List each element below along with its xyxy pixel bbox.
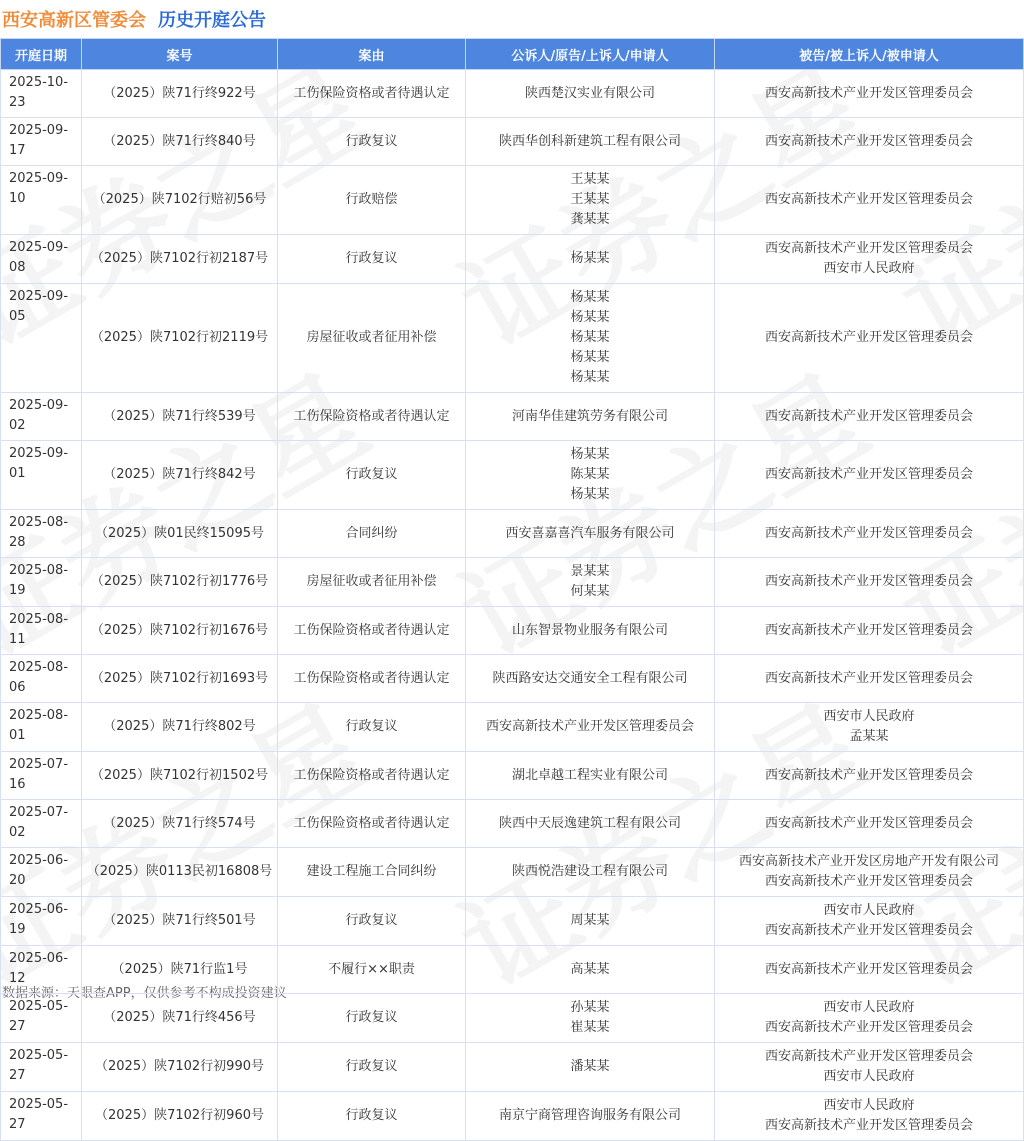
cell-cause: 行政复议 [278,235,466,284]
cell-defendants [715,752,1024,800]
page-title-subtitle: 历史开庭公告 [158,10,266,31]
cell-cause: 工伤保险资格或者待遇认定 [278,655,466,703]
cell-case-no: （2025）陕7102行赔初56号 [82,166,278,235]
cell-case-no: （2025）陕71行终574号 [82,800,278,848]
cell-date: 2025-06-19 [1,897,82,946]
cell-defendants [715,994,1024,1043]
plaintiff-name: 龚某某 [570,212,610,227]
defendant-name: 西安高新技术产业开发区管理委员会 [764,1049,973,1064]
cell-cause: 合同纠纷 [278,510,466,558]
cell-cause: 工伤保险资格或者待遇认定 [278,70,466,118]
cell-cause: 不履行××职责 [278,946,466,994]
table-row [1,510,1024,558]
cell-plaintiffs [466,558,715,607]
cell-date: 2025-09-05 [1,284,82,393]
table-row [1,800,1024,848]
column-header-case-no: 案号 [82,39,278,70]
table-body [1,70,1024,1141]
cell-cause: 工伤保险资格或者待遇认定 [278,752,466,800]
cell-case-no: （2025）陕71行终456号 [82,994,278,1043]
plaintiff-name: 杨某某 [570,330,610,345]
plaintiff-name: 湖北卓越工程实业有限公司 [511,767,668,783]
column-header-defendant: 被告/被上诉人/被申请人 [715,39,1024,70]
plaintiff-name: 杨某某 [570,447,610,462]
cell-defendants [715,441,1024,510]
plaintiff-name: 陈某某 [570,467,610,482]
cell-case-no: （2025）陕7102行初1502号 [82,752,278,800]
plaintiff-name: 陕西悦浩建设工程有限公司 [511,864,668,879]
cell-cause: 建设工程施工合同纠纷 [278,848,466,897]
table-row [1,284,1024,393]
defendant-name: 西安高新技术产业开发区管理委员会 [764,408,973,424]
table-row [1,118,1024,166]
cell-date: 2025-07-02 [1,800,82,848]
defendant-name: 西安市人民政府 [823,1069,915,1084]
cell-defendants [715,558,1024,607]
cell-date: 2025-08-01 [1,703,82,752]
table-row [1,558,1024,607]
table-row [1,441,1024,510]
cell-plaintiffs [466,655,715,703]
plaintiff-name: 西安高新技术产业开发区管理委员会 [485,719,694,734]
defendant-name: 西安市人民政府 [823,1098,915,1113]
cell-date: 2025-09-01 [1,441,82,510]
cell-plaintiffs [466,70,715,118]
cell-plaintiffs [466,1092,715,1141]
cell-cause: 工伤保险资格或者待遇认定 [278,393,466,441]
cell-cause: 房屋征收或者征用补偿 [278,558,466,607]
cell-defendants [715,800,1024,848]
plaintiff-name: 杨某某 [570,290,610,305]
cell-case-no: （2025）陕7102行初2119号 [82,284,278,393]
cell-date: 2025-08-06 [1,655,82,703]
defendant-name: 西安高新技术产业开发区管理委员会 [764,133,973,149]
defendant-name: 西安高新技术产业开发区管理委员会 [764,622,973,638]
cell-plaintiffs [466,235,715,284]
cell-case-no: （2025）陕71行终501号 [82,897,278,946]
defendant-name: 西安高新技术产业开发区管理委员会 [764,670,973,686]
cell-case-no: （2025）陕7102行初2187号 [82,235,278,284]
cell-plaintiffs [466,607,715,655]
cell-date: 2025-07-16 [1,752,82,800]
cell-defendants [715,897,1024,946]
cell-date: 2025-05-27 [1,994,82,1043]
cell-date: 2025-05-27 [1,1092,82,1141]
cell-plaintiffs [466,1043,715,1092]
plaintiff-name: 陕西中天辰逸建筑工程有限公司 [498,815,681,831]
plaintiff-name: 周某某 [570,913,610,928]
cell-plaintiffs [466,703,715,752]
cell-date: 2025-09-17 [1,118,82,166]
plaintiff-name: 西安喜嘉喜汽车服务有限公司 [505,525,675,541]
defendant-name: 西安高新技术产业开发区管理委员会 [764,525,973,541]
cell-plaintiffs [466,897,715,946]
cell-cause: 工伤保险资格或者待遇认定 [278,607,466,655]
plaintiff-name: 杨某某 [570,350,610,365]
cell-defendants [715,284,1024,393]
cell-date: 2025-08-28 [1,510,82,558]
cell-case-no: （2025）陕71行终842号 [82,441,278,510]
defendant-name: 西安高新技术产业开发区管理委员会 [764,1118,973,1133]
defendant-name: 西安市人民政府 [823,1000,915,1015]
cell-case-no: （2025）陕7102行初1676号 [82,607,278,655]
cell-case-no: （2025）陕7102行初990号 [82,1043,278,1092]
cell-cause: 行政复议 [278,441,466,510]
table-row [1,655,1024,703]
plaintiff-name: 王某某 [570,172,610,187]
cell-case-no: （2025）陕71行终840号 [82,118,278,166]
table-row [1,946,1024,994]
cell-cause: 工伤保险资格或者待遇认定 [278,800,466,848]
cell-cause: 行政赔偿 [278,166,466,235]
page-title-org: 西安高新区管委会 [2,10,146,31]
cell-plaintiffs [466,441,715,510]
table-row [1,393,1024,441]
cell-plaintiffs [466,166,715,235]
data-source-footer: 数据来源：天眼查APP，仅供参考不构成投资建议 [2,986,287,1001]
cell-cause: 行政复议 [278,703,466,752]
plaintiff-name: 南京宁商管理咨询服务有限公司 [498,1108,681,1123]
cell-case-no: （2025）陕71行终922号 [82,70,278,118]
plaintiff-name: 何某某 [570,584,610,599]
defendant-name: 西安高新技术产业开发区管理委员会 [764,1020,973,1035]
defendant-name: 西安高新技术产业开发区管理委员会 [764,874,973,889]
cell-defendants [715,1043,1024,1092]
cell-cause: 房屋征收或者征用补偿 [278,284,466,393]
defendant-name: 西安高新技术产业开发区管理委员会 [764,241,973,256]
cell-cause: 行政复议 [278,1043,466,1092]
cell-date: 2025-06-20 [1,848,82,897]
table-row [1,166,1024,235]
cell-plaintiffs [466,752,715,800]
cell-defendants [715,235,1024,284]
cell-case-no: （2025）陕7102行初960号 [82,1092,278,1141]
table-row [1,703,1024,752]
defendant-name: 西安高新技术产业开发区管理委员会 [764,192,973,207]
plaintiff-name: 潘某某 [570,1059,610,1074]
defendant-name: 孟某某 [849,729,889,744]
hearing-table [0,38,1024,1141]
cell-defendants [715,70,1024,118]
plaintiff-name: 陕西路安达交通安全工程有限公司 [492,670,688,686]
cell-date: 2025-05-27 [1,1043,82,1092]
defendant-name: 西安高新技术产业开发区房地产开发有限公司 [738,854,999,869]
plaintiff-name: 杨某某 [570,251,610,266]
cell-date: 2025-09-08 [1,235,82,284]
plaintiff-name: 崔某某 [570,1020,610,1035]
defendant-name: 西安高新技术产业开发区管理委员会 [764,961,973,977]
defendant-name: 西安市人民政府 [823,903,915,918]
cell-date: 2025-09-02 [1,393,82,441]
plaintiff-name: 陕西华创科新建筑工程有限公司 [498,133,681,149]
cell-case-no: （2025）陕0113民初16808号 [82,848,278,897]
defendant-name: 西安高新技术产业开发区管理委员会 [764,923,973,938]
cell-defendants [715,166,1024,235]
plaintiff-name: 杨某某 [570,487,610,502]
cell-date: 2025-10-23 [1,70,82,118]
cell-date: 2025-06-12 [1,946,82,994]
defendant-name: 西安高新技术产业开发区管理委员会 [764,85,973,101]
column-header-date: 开庭日期 [1,39,82,70]
cell-plaintiffs [466,848,715,897]
cell-defendants [715,607,1024,655]
cell-defendants [715,946,1024,994]
cell-plaintiffs [466,800,715,848]
table-row [1,848,1024,897]
defendant-name: 西安高新技术产业开发区管理委员会 [764,574,973,589]
cell-defendants [715,1092,1024,1141]
cell-date: 2025-09-10 [1,166,82,235]
cell-cause: 行政复议 [278,994,466,1043]
cell-plaintiffs [466,393,715,441]
page-header [0,0,1024,38]
cell-defendants [715,848,1024,897]
plaintiff-name: 陕西楚汉实业有限公司 [524,85,655,101]
plaintiff-name: 高某某 [570,961,610,977]
table-row [1,1092,1024,1141]
table-row [1,752,1024,800]
plaintiff-name: 王某某 [570,192,610,207]
column-header-plaintiff: 公诉人/原告/上诉人/申请人 [466,39,715,70]
table-row [1,1043,1024,1092]
cell-plaintiffs [466,118,715,166]
plaintiff-name: 景某某 [570,564,610,579]
plaintiff-name: 杨某某 [570,310,610,325]
defendant-name: 西安高新技术产业开发区管理委员会 [764,815,973,831]
defendant-name: 西安市人民政府 [823,709,915,724]
table-row [1,235,1024,284]
cell-case-no: （2025）陕7102行初1776号 [82,558,278,607]
defendant-name: 西安高新技术产业开发区管理委员会 [764,467,973,482]
plaintiff-name: 山东智景物业服务有限公司 [511,622,668,638]
cell-case-no: （2025）陕71行终539号 [82,393,278,441]
plaintiff-name: 孙某某 [570,1000,610,1015]
table-row [1,70,1024,118]
cell-case-no: （2025）陕71行监1号 [82,946,278,994]
cell-plaintiffs [466,994,715,1043]
cell-plaintiffs [466,510,715,558]
table-row [1,897,1024,946]
cell-case-no: （2025）陕71行终802号 [82,703,278,752]
cell-case-no: （2025）陕01民终15095号 [82,510,278,558]
cell-defendants [715,118,1024,166]
cell-date: 2025-08-19 [1,558,82,607]
cell-defendants [715,393,1024,441]
table-row [1,607,1024,655]
table-row [1,994,1024,1043]
defendant-name: 西安市人民政府 [823,261,915,276]
cell-plaintiffs [466,284,715,393]
cell-cause: 行政复议 [278,118,466,166]
cell-plaintiffs [466,946,715,994]
column-header-cause: 案由 [278,39,466,70]
cell-defendants [715,703,1024,752]
defendant-name: 西安高新技术产业开发区管理委员会 [764,330,973,345]
plaintiff-name: 河南华佳建筑劳务有限公司 [511,408,668,424]
plaintiff-name: 杨某某 [570,370,610,385]
cell-cause: 行政复议 [278,1092,466,1141]
defendant-name: 西安高新技术产业开发区管理委员会 [764,767,973,783]
cell-case-no: （2025）陕7102行初1693号 [82,655,278,703]
cell-defendants [715,510,1024,558]
cell-date: 2025-08-11 [1,607,82,655]
table-header-row [1,39,1024,70]
cell-cause: 行政复议 [278,897,466,946]
cell-defendants [715,655,1024,703]
